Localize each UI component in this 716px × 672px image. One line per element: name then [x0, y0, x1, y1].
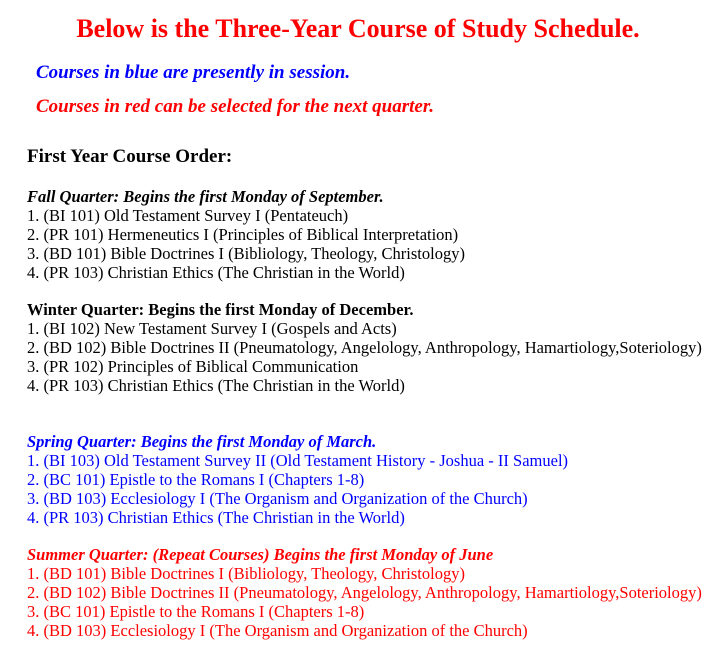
course-item: 3. (BC 101) Epistle to the Romans I (Chapters 1-8)	[27, 602, 365, 621]
course-item: 4. (PR 103) Christian Ethics (The Christian in the World)	[27, 263, 405, 282]
winter-quarter-heading: Winter Quarter: Begins the first Monday of December.	[27, 300, 414, 319]
course-item: 1. (BI 103) Old Testament Survey II (Old Testament History - Joshua - II Samuel)	[27, 451, 569, 470]
fall-quarter-section	[27, 187, 707, 282]
course-item: 3. (PR 102) Principles of Biblical Communication	[27, 357, 359, 376]
fall-quarter-heading: Fall Quarter: Begins the first Monday of September.	[27, 187, 384, 206]
spring-quarter-heading: Spring Quarter: Begins the first Monday of March.	[27, 432, 377, 451]
course-item: 3. (BD 101) Bible Doctrines I (Bibliology, Theology, Christology)	[27, 244, 465, 263]
course-item: 2. (BD 102) Bible Doctrines II (Pneumatology, Angelology, Anthropology, Hamartiology,Soteriology)	[27, 583, 702, 602]
course-item: 2. (BC 101) Epistle to the Romans I (Chapters 1-8)	[27, 470, 365, 489]
course-item: 3. (BD 103) Ecclesiology I (The Organism and Organization of the Church)	[27, 489, 528, 508]
course-item: 1. (BI 101) Old Testament Survey I (Pentateuch)	[27, 206, 349, 225]
in-session-note: Courses in blue are presently in session.	[36, 62, 351, 83]
spring-quarter-section	[27, 432, 707, 527]
winter-quarter-section	[27, 300, 707, 395]
course-item: 4. (BD 103) Ecclesiology I (The Organism and Organization of the Church)	[27, 621, 528, 640]
course-item: 1. (BD 101) Bible Doctrines I (Bibliology, Theology, Christology)	[27, 564, 465, 583]
summer-quarter-heading: Summer Quarter: (Repeat Courses) Begins the first Monday of June	[27, 545, 494, 564]
next-quarter-note: Courses in red can be selected for the next quarter.	[36, 96, 434, 117]
course-item: 1. (BI 102) New Testament Survey I (Gospels and Acts)	[27, 319, 397, 338]
course-item: 2. (BD 102) Bible Doctrines II (Pneumatology, Angelology, Anthropology, Hamartiology,Soteriology)	[27, 338, 702, 357]
course-item: 4. (PR 103) Christian Ethics (The Christian in the World)	[27, 376, 405, 395]
course-item: 4. (PR 103) Christian Ethics (The Christian in the World)	[27, 508, 405, 527]
page-title: Below is the Three-Year Course of Study Schedule.	[76, 14, 640, 43]
course-item: 2. (PR 101) Hermeneutics I (Principles of Biblical Interpretation)	[27, 225, 459, 244]
summer-quarter-section	[27, 545, 707, 640]
first-year-heading: First Year Course Order:	[27, 146, 233, 167]
